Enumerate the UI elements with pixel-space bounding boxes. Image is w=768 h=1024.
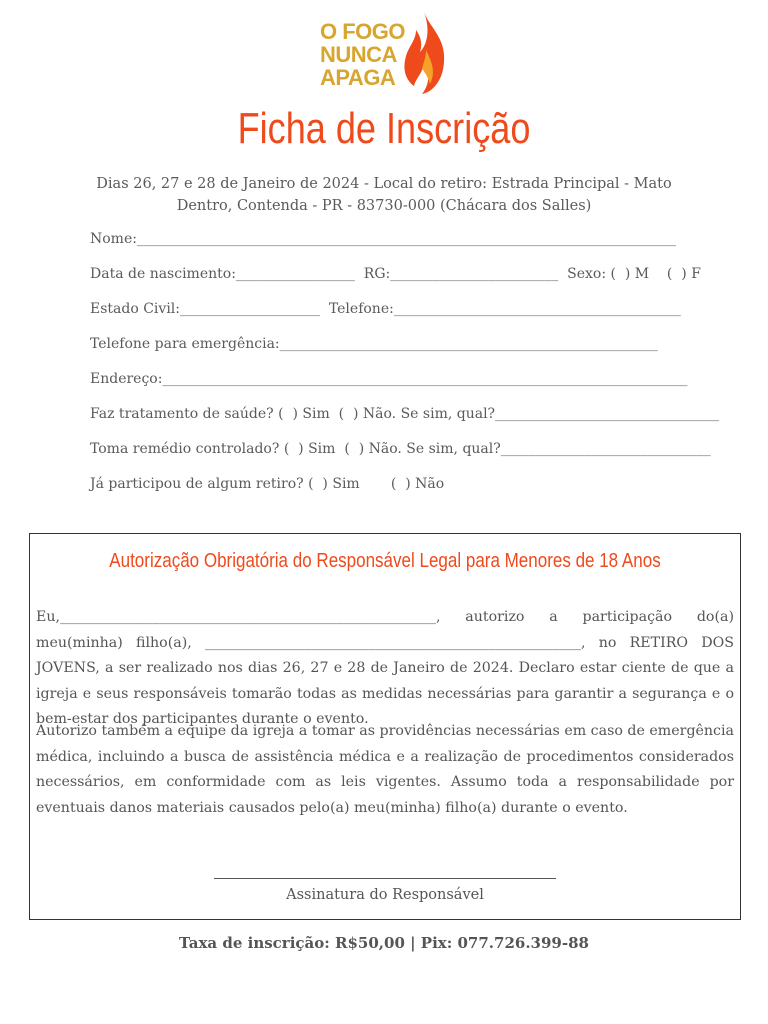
event-info: Dias 26, 27 e 28 de Janeiro de 2024 - Local do retiro: Estrada Principal - Mato Dentro, Contenda - PR - 83730-000 (Chácara dos Salles)	[96, 176, 672, 214]
page-title: Ficha de Inscrição	[237, 104, 531, 153]
logo-text: O FOGO NUNCA APAGA	[320, 19, 405, 90]
field-controlled-medicine[interactable]: Toma remédio controlado? ( ) Sim ( ) Não. Se sim, qual?______________________________	[90, 441, 711, 457]
field-name[interactable]: Nome:_____________________________________________________________________________	[90, 231, 676, 247]
registration-fee: Taxa de inscrição: R$50,00 | Pix: 077.726.399-88	[179, 934, 589, 952]
authorization-title: Autorização Obrigatória do Responsável Legal para Menores de 18 Anos	[109, 549, 661, 572]
field-previous-retreat[interactable]: Já participou de algum retiro? ( ) Sim ( ) Não	[90, 476, 445, 492]
signature-line[interactable]	[214, 878, 556, 879]
authorization-paragraph-1: Eu,_____________________________________________________, autorizo a participação do(a) meu(minha) filho(a), _____________________________________________________, no RETIRO DOS JOVENS, a ser realizado nos dias 26, 27 e 28 de Janeiro de 2024. Declaro estar ciente de que a igreja e seus responsáveis tomarão todas as medidas necessárias para garantir a segurança e o bem-estar dos participantes durante o evento.	[36, 609, 734, 727]
field-emergency-phone[interactable]: Telefone para emergência:______________________________________________________	[90, 336, 658, 352]
field-birth-rg-sex[interactable]: Data de nascimento:_________________ RG:________________________ Sexo: ( ) M ( ) F	[90, 266, 701, 282]
logo	[318, 10, 452, 96]
field-civil-phone[interactable]: Estado Civil:____________________ Telefone:_________________________________________	[90, 301, 681, 317]
field-address[interactable]: Endereço:___________________________________________________________________________	[90, 371, 688, 387]
signature-label: Assinatura do Responsável	[286, 887, 484, 903]
flame-icon	[400, 10, 450, 96]
authorization-paragraph-2: Autorizo também a equipe da igreja a tomar as providências necessárias em caso de emergência médica, incluindo a busca de assistência médica e a realização de procedimentos considerados necessários, em conformidade com as leis vigentes. Assumo toda a responsabilidade por eventuais danos materiais causados pelo(a) meu(minha) filho(a) durante o evento.	[36, 723, 734, 816]
field-health-treatment[interactable]: Faz tratamento de saúde? ( ) Sim ( ) Não. Se sim, qual?________________________________	[90, 406, 720, 422]
